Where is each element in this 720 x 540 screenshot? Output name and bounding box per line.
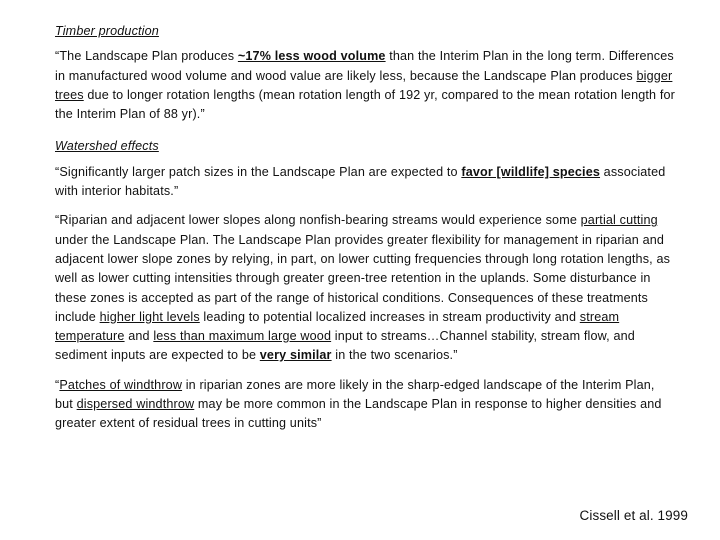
watershed-p3-text-1: “ [55,377,60,392]
emphasis-partial-cutting: partial cutting [580,213,658,228]
timber-production-heading: Timber production [55,24,159,38]
watershed-quote-patch-sizes [55,163,675,202]
watershed-p2-text-4: and [124,329,154,344]
timber-text-3: due to longer rotation lengths (mean rotation length of 192 yr, compared to the mean rotation length for the Interim Plan of 88 yr).” [55,87,675,122]
watershed-p3-text-3: may be more common in the Landscape Plan in response to higher densities and greater extent of residual trees in cutting units” [55,397,662,431]
emphasis-bigger-trees: bigger trees [55,68,673,102]
watershed-p3-text-2: in riparian zones are more likely in the sharp-edged landscape of the Interim Plan, but [55,377,655,412]
watershed-p2-text-3: leading to potential localized increases in stream productivity and [199,309,580,324]
emphasis-higher-light-levels: higher light levels [99,309,200,324]
emphasis-wood-volume: ~17% less wood volume [237,49,386,64]
watershed-p2-text-2: under the Landscape Plan. The Landscape Plan provides greater flexibility for management in riparian and adjacent lower slope zones by relying, in part, on lower cutting frequencies through long rotation lengths, as well as lower cutting intensities through greater green-tree retention in the uplands. Some disturbance in these zones is accepted as part of the range of historical conditions. Consequences of these treatments include [55,232,671,324]
emphasis-patches-windthrow: Patches of windthrow [59,377,183,392]
timber-text-1: “The Landscape Plan produces [55,49,238,64]
content-area [55,22,675,444]
watershed-p2-text-5: input to streams…Channel stability, stream flow, and sediment inputs are expected to be [55,329,635,363]
timber-text-2: than the Interim Plan in the long term. Differences in manufactured wood volume and wood value are likely less, because the Landscape Plan produces [55,49,674,83]
watershed-p2-text-1: “Riparian and adjacent lower slopes along nonfish-bearing streams would experience some [55,213,581,228]
emphasis-less-large-wood: less than maximum large wood [153,329,332,344]
watershed-effects-heading: Watershed effects [55,139,159,154]
watershed-p1-text-1: “Significantly larger patch sizes in the Landscape Plan are expected to [55,164,462,179]
watershed-p1-text-2: associated with interior habitats.” [55,164,666,199]
emphasis-stream-temperature: stream temperature [55,309,620,344]
timber-quote-paragraph [55,47,675,124]
emphasis-dispersed-windthrow: dispersed windthrow [76,397,195,412]
watershed-quote-riparian [55,211,675,365]
emphasis-favor-species: favor [wildlife] species [461,164,601,179]
emphasis-very-similar: very similar [259,348,332,363]
citation: Cissell et al. 1999 [579,508,688,523]
watershed-p2-text-6: in the two scenarios.” [331,348,458,363]
watershed-quote-windthrow [55,376,675,434]
